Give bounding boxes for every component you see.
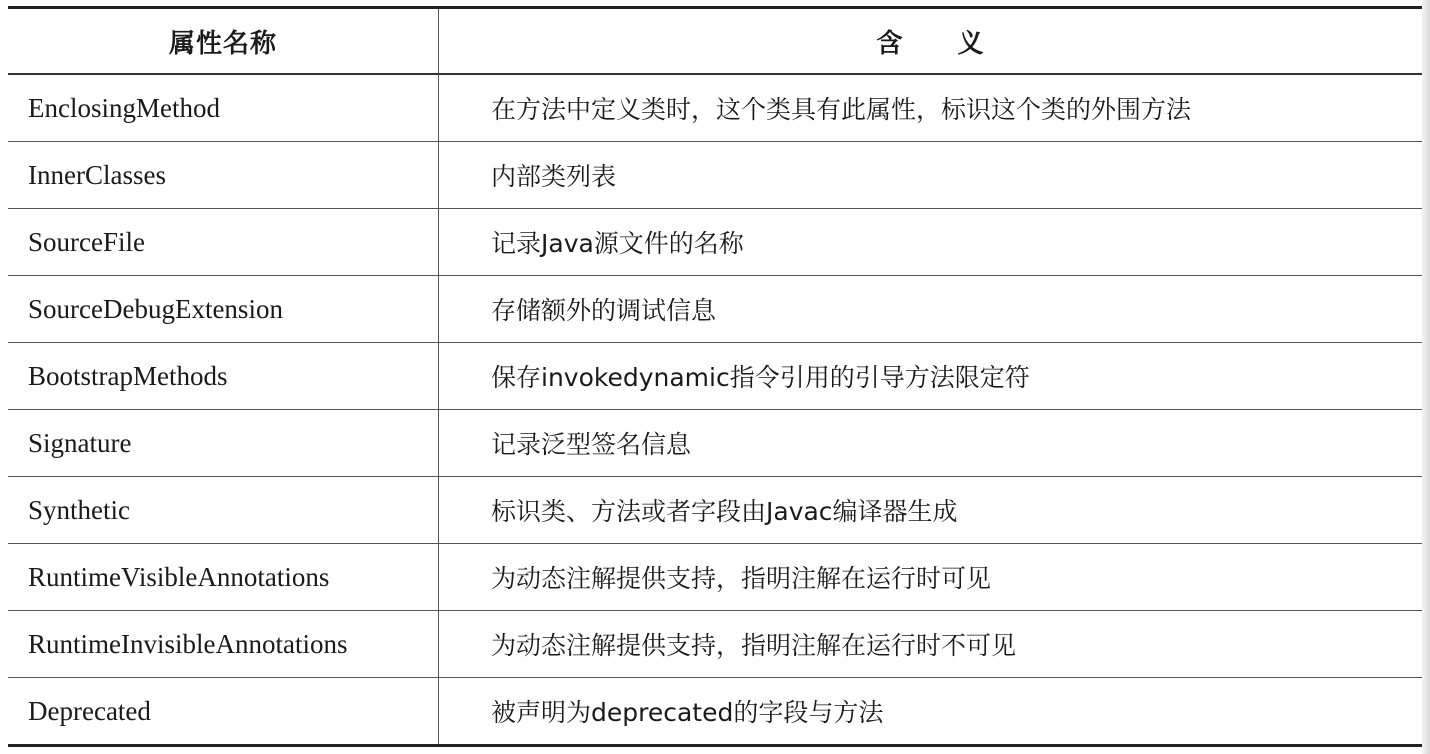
table-row (8, 611, 1422, 678)
attribute-meaning-cell: 内部类列表 (439, 142, 1423, 209)
table-row (8, 343, 1422, 410)
table-header (8, 8, 1422, 75)
table-header-row (8, 8, 1422, 75)
attribute-meaning-cell: 保存invokedynamic指令引用的引导方法限定符 (439, 343, 1423, 410)
attribute-name-cell: Synthetic (8, 477, 439, 544)
header-attribute-name: 属性名称 (8, 8, 439, 75)
table-row (8, 678, 1422, 746)
attribute-meaning-cell: 标识类、方法或者字段由Javac编译器生成 (439, 477, 1423, 544)
attribute-meaning-cell: 被声明为deprecated的字段与方法 (439, 678, 1423, 746)
table-body (8, 74, 1422, 746)
attribute-name-cell: RuntimeInvisibleAnnotations (8, 611, 439, 678)
attribute-meaning-cell: 记录泛型签名信息 (439, 410, 1423, 477)
table-row (8, 410, 1422, 477)
attribute-meaning-cell: 为动态注解提供支持，指明注解在运行时不可见 (439, 611, 1423, 678)
header-meaning-label: 含 义 (876, 28, 985, 59)
attribute-name-cell: BootstrapMethods (8, 343, 439, 410)
attribute-meaning-cell: 为动态注解提供支持，指明注解在运行时可见 (439, 544, 1423, 611)
table-row (8, 142, 1422, 209)
table-row (8, 209, 1422, 276)
attribute-meaning-cell: 存储额外的调试信息 (439, 276, 1423, 343)
attribute-name-cell: Signature (8, 410, 439, 477)
attribute-meaning-cell: 记录Java源文件的名称 (439, 209, 1423, 276)
page-edge-shadow (1422, 0, 1430, 754)
attribute-name-cell: SourceDebugExtension (8, 276, 439, 343)
table-row (8, 544, 1422, 611)
attribute-name-cell: EnclosingMethod (8, 74, 439, 142)
table-row (8, 477, 1422, 544)
attribute-name-cell: Deprecated (8, 678, 439, 746)
attribute-name-cell: SourceFile (8, 209, 439, 276)
header-meaning (439, 8, 1423, 75)
attribute-meaning-cell: 在方法中定义类时，这个类具有此属性，标识这个类的外围方法 (439, 74, 1423, 142)
attribute-name-cell: InnerClasses (8, 142, 439, 209)
table-row (8, 276, 1422, 343)
attribute-table (8, 6, 1422, 747)
attribute-name-cell: RuntimeVisibleAnnotations (8, 544, 439, 611)
table-row (8, 74, 1422, 142)
